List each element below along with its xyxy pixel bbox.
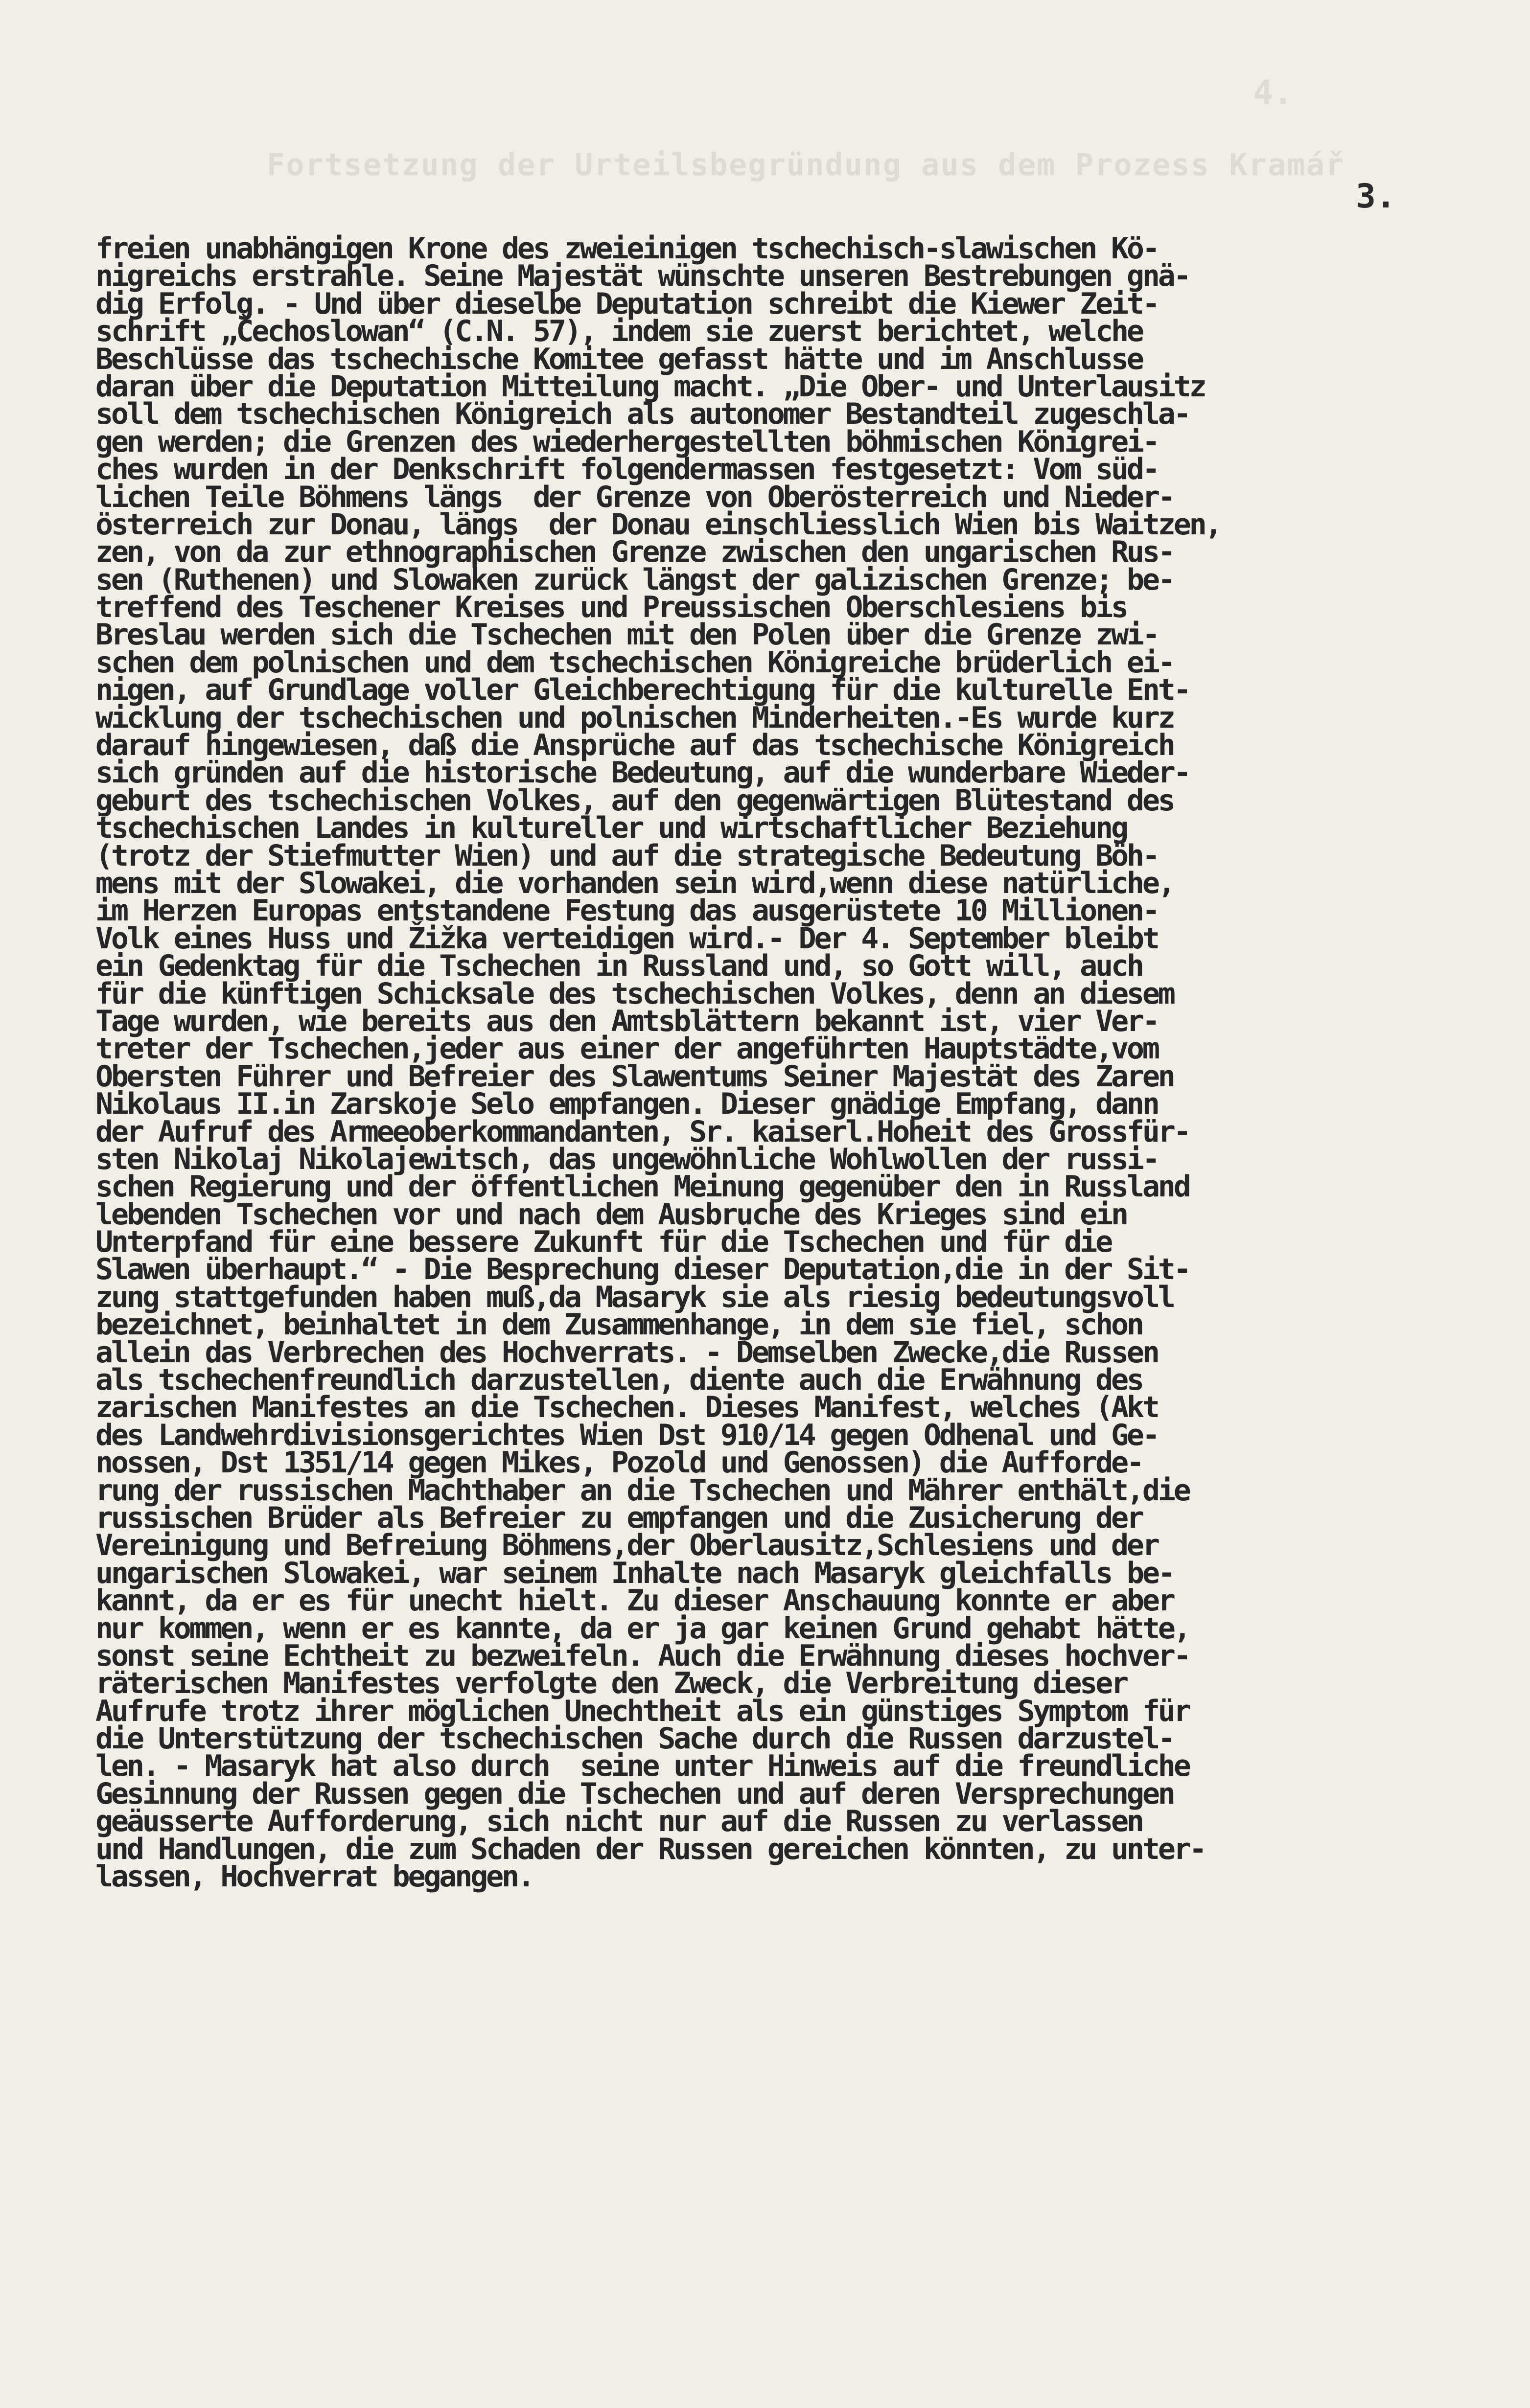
- text-line: dig Erfolg. - Und über dieselbe Deputation schreibt die Kiewer Zeit-: [95, 286, 1158, 321]
- text-line: Vereinigung und Befreiung Böhmens,der Oberlausitz,Schlesiens und der: [95, 1528, 1158, 1563]
- text-line: mens mit der Slowakei, die vorhanden sein wird,wenn diese natürliche,: [95, 866, 1174, 900]
- text-line: Breslau werden sich die Tschechen mit den Polen über die Grenze zwi-: [95, 618, 1158, 652]
- text-line: geburt des tschechischen Volkes, auf den gegenwärtigen Blütestand des: [95, 783, 1174, 818]
- text-line: geäusserte Aufforderung, sich nicht nur auf die Russen zu verlassen: [95, 1804, 1142, 1839]
- text-line: lassen, Hochverrat begangen.: [95, 1859, 533, 1894]
- page-number: 3.: [1356, 177, 1396, 216]
- text-line: schrift „Čechoslowan“ (C.N. 57), indem sie zuerst berichtet, welche: [95, 314, 1142, 349]
- text-line: (trotz der Stiefmutter Wien) und auf die strategische Bedeutung Böh-: [95, 838, 1158, 873]
- text-line: der Aufruf des Armeeoberkommandanten, Sr. kaiserl.Hoheit des Grossfür-: [95, 1114, 1189, 1149]
- text-line: schen Regierung und der öffentlichen Meinung gegenüber den in Russland: [95, 1170, 1189, 1204]
- bleed-through-heading: Fortsetzung der Urteilsbegründung aus dem Prozess Kramář: [267, 147, 1345, 183]
- text-line: kannt, da er es für unecht hielt. Zu dieser Anschauung konnte er aber: [95, 1583, 1174, 1618]
- text-line: treffend des Teschener Kreises und Preussischen Oberschlesiens bis: [95, 590, 1127, 625]
- text-line: und Handlungen, die zum Schaden der Russen gereichen könnten, zu unter-: [95, 1832, 1205, 1866]
- text-line: österreich zur Donau, längs der Donau einschliesslich Wien bis Waitzen,: [95, 507, 1221, 542]
- text-line: zarischen Manifestes an die Tschechen. Dieses Manifest, welches (Akt: [95, 1390, 1158, 1425]
- body-text: [95, 231, 1221, 1894]
- text-line: ein Gedenktag für die Tschechen in Russland und, so Gott will, auch: [95, 949, 1142, 984]
- text-line: Tage wurden, wie bereits aus den Amtsblättern bekannt ist, vier Ver-: [95, 1004, 1158, 1038]
- text-line: lichen Teile Böhmens längs der Grenze von Oberösterreich und Nieder-: [95, 480, 1174, 514]
- text-line: Nikolaus II.in Zarskoje Selo empfangen. Dieser gnädige Empfang, dann: [95, 1087, 1158, 1122]
- text-line: zen, von da zur ethnographischen Grenze zwischen den ungarischen Rus-: [95, 535, 1174, 570]
- text-line: Obersten Führer und Befreier des Slawentums Seiner Majestät des Zaren: [95, 1059, 1174, 1094]
- text-line: schen dem polnischen und dem tschechischen Königreiche brüderlich ei-: [95, 645, 1174, 680]
- bleed-through-page-number: 4.: [1253, 73, 1293, 112]
- text-line: als tschechenfreundlich darzustellen, diente auch die Erwähnung des: [95, 1363, 1142, 1398]
- text-line: Aufrufe trotz ihrer möglichen Unechtheit als ein günstiges Symptom für: [95, 1694, 1189, 1728]
- text-line: des Landwehrdivisionsgerichtes Wien Dst 910/14 gegen Odhenal und Ge-: [95, 1418, 1158, 1452]
- text-line: sen (Ruthenen) und Slowaken zurück längst der galizischen Grenze; be-: [95, 562, 1174, 597]
- text-line: bezeichnet, beinhaltet in dem Zusammenhange, in dem sie fiel, schon: [95, 1307, 1142, 1342]
- text-line: russischen Brüder als Befreier zu empfangen und die Zusicherung der: [95, 1500, 1142, 1535]
- text-line: ches wurden in der Denkschrift folgendermassen festgesetzt: Vom süd-: [95, 452, 1158, 487]
- text-line: räterischen Manifestes verfolgte den Zweck, die Verbreitung dieser: [95, 1666, 1127, 1701]
- text-line: nigreichs erstrahle. Seine Majestät wünschte unseren Bestrebungen gnä-: [95, 259, 1189, 294]
- text-line: wicklung der tschechischen und polnischen Minderheiten.-Es wurde kurz: [95, 700, 1174, 735]
- text-line: rung der russischen Machthaber an die Tschechen und Mährer enthält,die: [95, 1473, 1189, 1508]
- text-line: sonst seine Echtheit zu bezweifeln. Auch die Erwähnung dieses hochver-: [95, 1638, 1189, 1673]
- text-line: freien unabhängigen Krone des zweieinigen tschechisch-slawischen Kö-: [95, 231, 1158, 266]
- text-line: nossen, Dst 1351/14 gegen Mikes, Pozold und Genossen) die Aufforde-: [95, 1445, 1142, 1480]
- text-line: ungarischen Slowakei, war seinem Inhalte nach Masaryk gleichfalls be-: [95, 1556, 1174, 1590]
- text-line: len. - Masaryk hat also durch seine unter Hinweis auf die freundliche: [95, 1749, 1189, 1784]
- text-line: soll dem tschechischen Königreich als autonomer Bestandteil zugeschla-: [95, 397, 1189, 432]
- text-line: im Herzen Europas entstandene Festung das ausgerüstete 10 Millionen-: [95, 894, 1158, 928]
- text-line: Unterpfand für eine bessere Zukunft für die Tschechen und für die: [95, 1225, 1111, 1260]
- text-line: treter der Tschechen,jeder aus einer der angeführten Hauptstädte,vom: [95, 1032, 1158, 1066]
- text-line: darauf hingewiesen, daß die Ansprüche auf das tschechische Königreich: [95, 728, 1174, 763]
- text-line: Gesinnung der Russen gegen die Tschechen und auf deren Versprechungen: [95, 1776, 1174, 1811]
- text-line: sten Nikolaj Nikolajewitsch, das ungewöhnliche Wohlwollen der russi-: [95, 1142, 1158, 1176]
- text-line: tschechischen Landes in kultureller und wirtschaftlicher Beziehung: [95, 811, 1127, 846]
- text-line: für die künftigen Schicksale des tschechischen Volkes, denn an diesem: [95, 976, 1174, 1011]
- text-line: zung stattgefunden haben muß,da Masaryk sie als riesig bedeutungsvoll: [95, 1280, 1174, 1314]
- text-line: gen werden; die Grenzen des wiederhergestellten böhmischen Königrei-: [95, 424, 1158, 459]
- text-line: lebenden Tschechen vor und nach dem Ausbruche des Krieges sind ein: [95, 1197, 1127, 1232]
- text-line: Volk eines Huss und Žižka verteidigen wird.- Der 4. September bleibt: [95, 921, 1158, 956]
- text-line: Beschlüsse das tschechische Komitee gefasst hätte und im Anschlusse: [95, 342, 1142, 376]
- text-line: allein das Verbrechen des Hochverrats. - Demselben Zwecke,die Russen: [95, 1335, 1158, 1370]
- text-line: sich gründen auf die historische Bedeutung, auf die wunderbare Wieder-: [95, 756, 1189, 790]
- text-line: nigen, auf Grundlage voller Gleichberechtigung für die kulturelle Ent-: [95, 673, 1189, 708]
- text-line: daran über die Deputation Mitteilung macht. „Die Ober- und Unterlausitz: [95, 369, 1205, 404]
- text-line: nur kommen, wenn er es kannte, da er ja gar keinen Grund gehabt hätte,: [95, 1611, 1189, 1646]
- text-line: die Unterstützung der tschechischen Sache durch die Russen darzustel-: [95, 1721, 1174, 1756]
- text-line: Slawen überhaupt.“ - Die Besprechung dieser Deputation,die in der Sit-: [95, 1252, 1189, 1287]
